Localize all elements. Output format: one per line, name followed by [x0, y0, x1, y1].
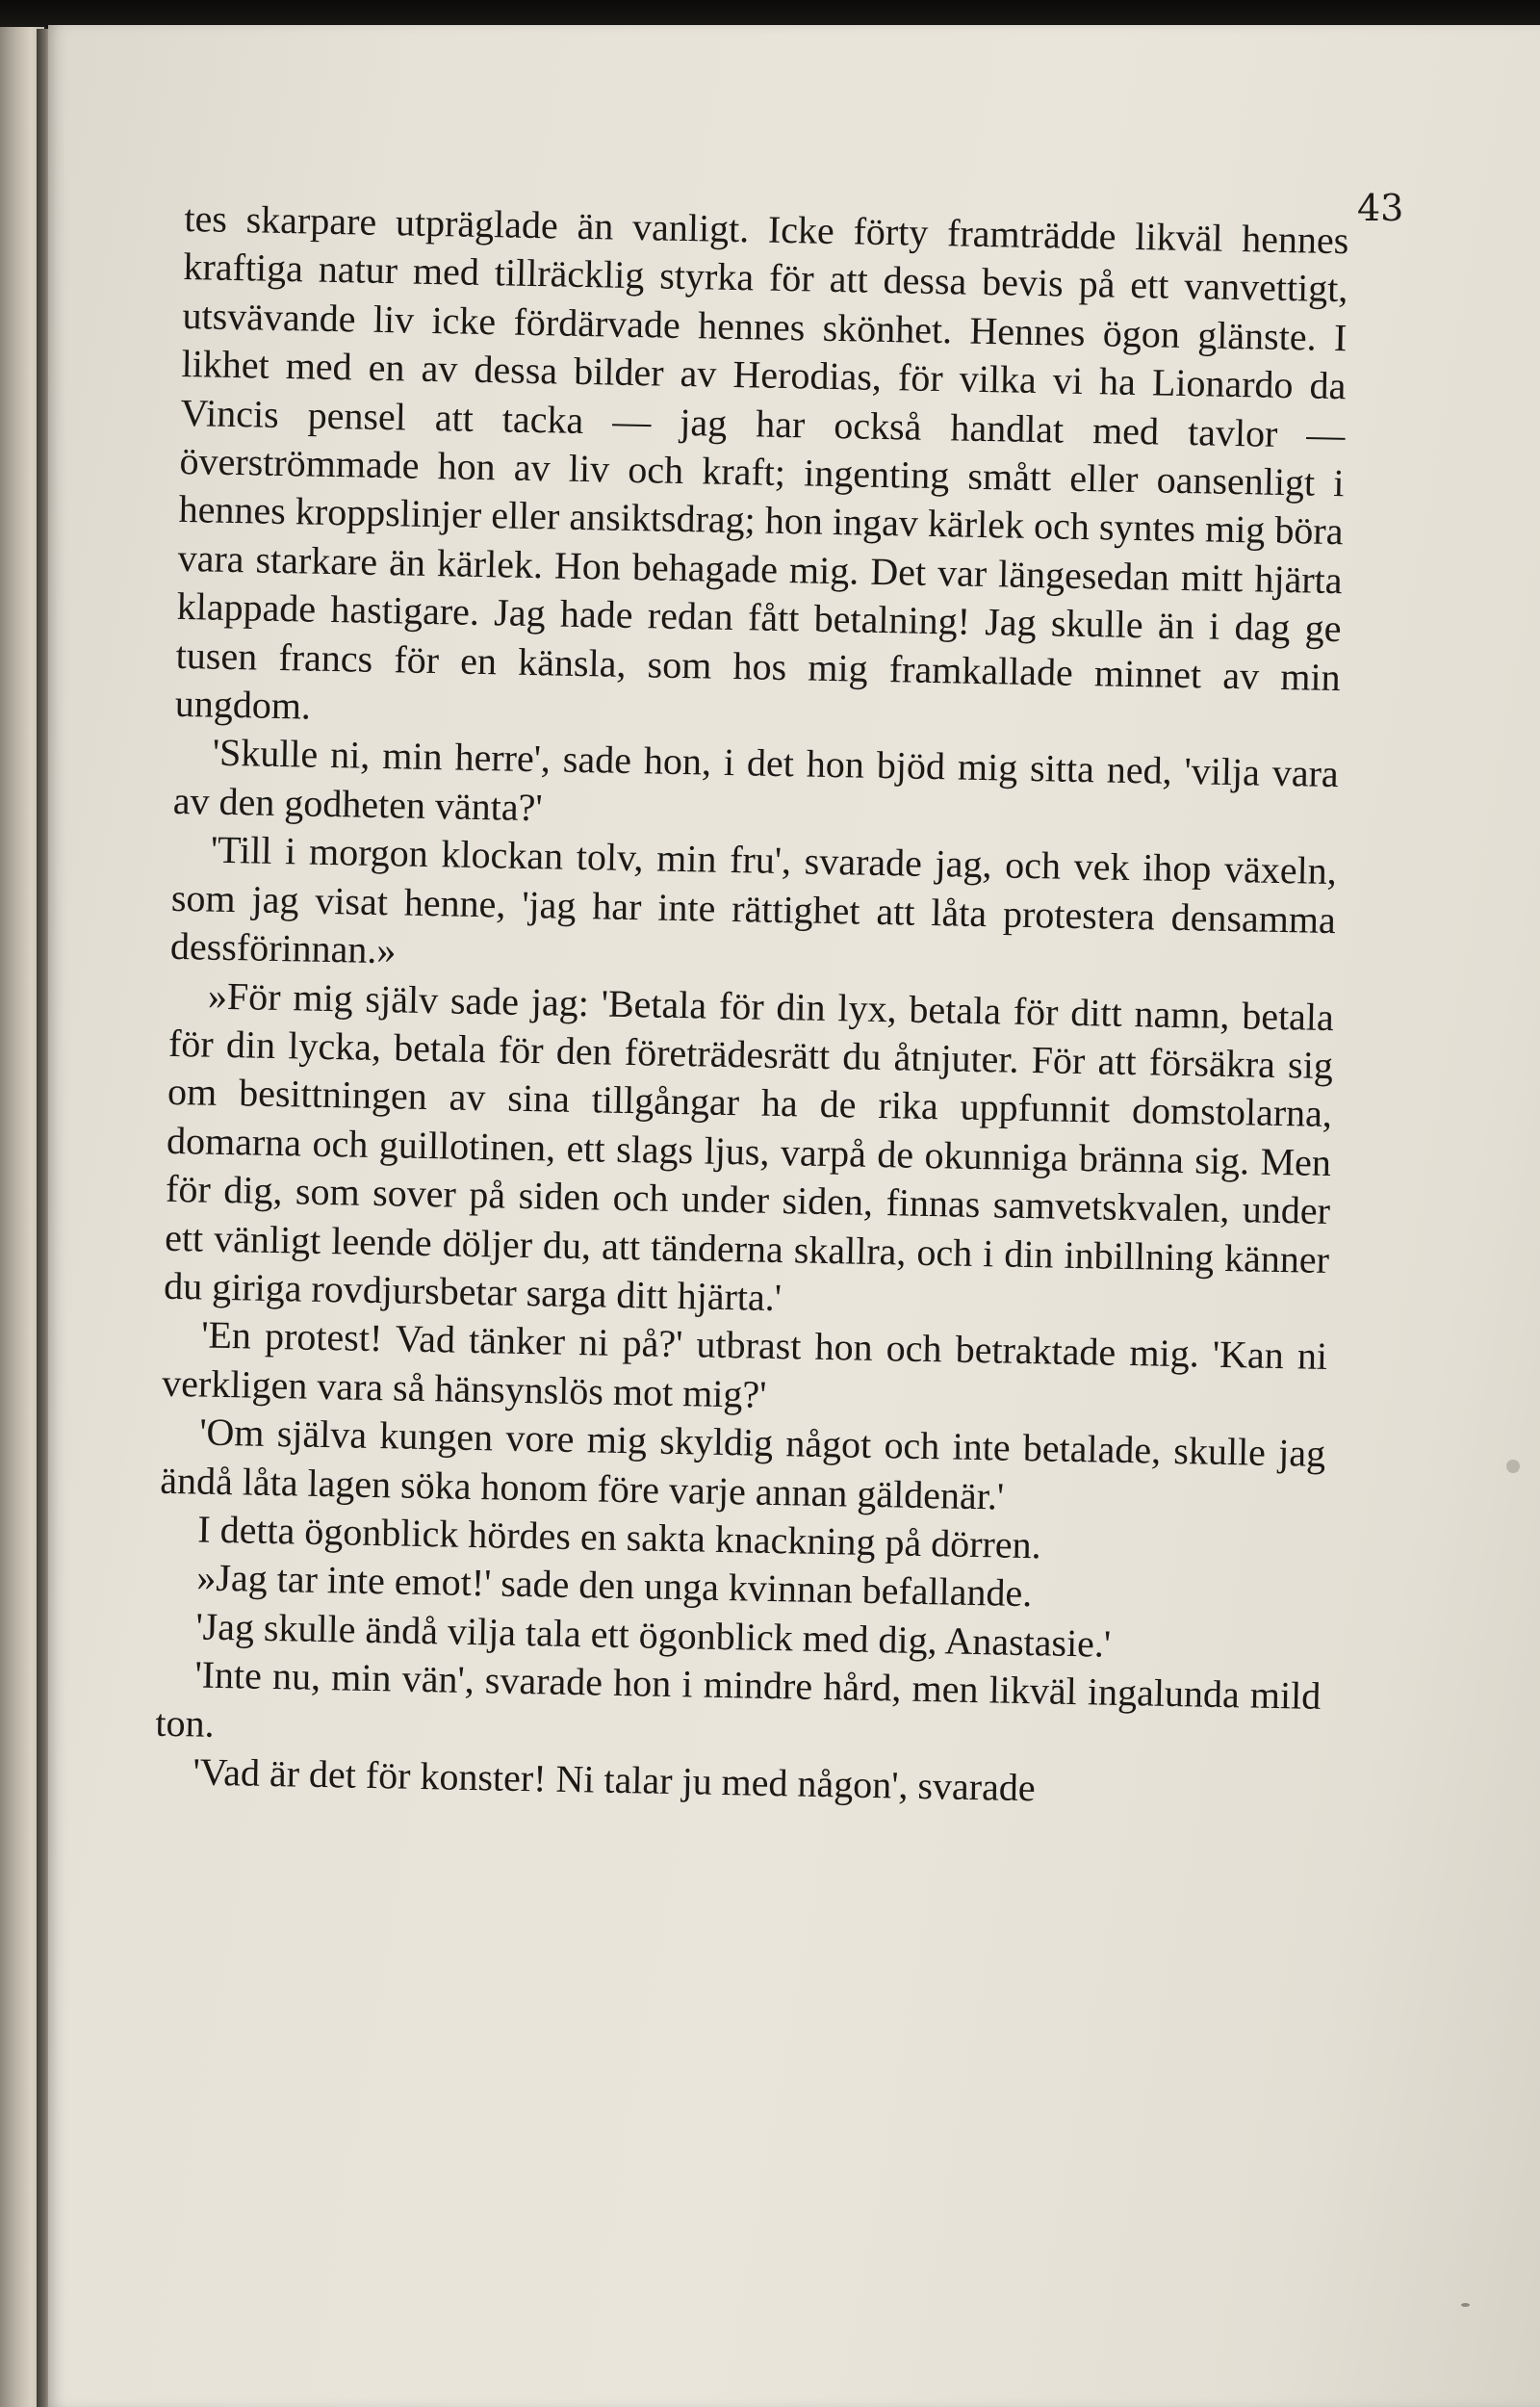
- paragraph: 'Vad är det för konster! Ni talar ju med någon', svarade: [192, 1749, 1037, 1810]
- paragraph: »För mig själv sade jag: 'Betala för din lyx, betala för ditt namn, betala för din lycka, betala för den företrädesrätt du åtnjuter. För att försäkra sig om besittningen av sina tillgångar ha de rika uppfunnit domstolarna, domarna och guillotinen, ett slags ljus, varpå de okunniga bränna sig. Men för dig, som sover på siden och under siden, finnas samvetskvalen, under ett vänligt leende döljer du, att tänderna skallra, och i din inbillning känner du giriga rovdjursbetar sarga ditt hjärta.': [163, 973, 1335, 1320]
- paper-speck: [1461, 2303, 1470, 2307]
- paragraph: 'Om själva kungen vore mig skyldig något och inte betalade, skulle jag ändå låta lagen söka honom före varje annan gäldenär.': [159, 1410, 1326, 1518]
- paragraph: 'Jag skulle ändå vilja tala ett ögonblick med dig, Anastasie.': [195, 1604, 1112, 1666]
- paragraph: 'Till i morgon klockan tolv, min fru', svarade jag, och vek ihop växeln, som jag visat henne, 'jag har inte rättighet att låta protestera densamma dessförinnan.»: [169, 827, 1338, 972]
- paper-speck: [1506, 1460, 1520, 1473]
- page-number: 43: [1357, 187, 1404, 229]
- paragraph: I detta ögonblick hördes en sakta knackning på dörren.: [196, 1507, 1042, 1567]
- body-text: [154, 194, 1349, 1818]
- paragraph: »Jag tar inte emot!' sade den unga kvinnan befallande.: [195, 1555, 1033, 1616]
- paragraph: 'Skulle ni, min herre', sade hon, i det hon bjöd mig sitta ned, 'vilja vara av den godheten vänta?': [172, 731, 1340, 830]
- paragraph: 'Inte nu, min vän', svarade hon i mindre hård, men likväl ingalunda mild ton.: [155, 1652, 1322, 1746]
- paragraph: 'En protest! Vad tänker ni på?' utbrast hon och betraktade mig. 'Kan ni verkligen vara så hänsynslös mot mig?': [161, 1312, 1328, 1416]
- paragraph: tes skarpare utpräglade än vanligt. Icke förty framträdde likväl hennes kraftiga natur med tillräcklig styrka för att dessa bevis på ett vanvettigt, utsvävande liv icke fördärvade hennes skönhet. Hennes ögon glänste. I likhet med en av dessa bilder av Herodias, för vilka vi ha Lionardo da Vincis pensel att tacka — jag har också handlat med tavlor — överströmmade hon av liv och kraft; ingenting smått eller oansenligt i hennes kroppslinjer eller ansiktsdrag; hon ingav kärlek och syntes mig böra vara starkare än kärlek. Hon behagade mig. Det var längesedan mitt hjärta klappade hastigare. Jag hade redan fått betalning! Jag skulle än i dag ge tusen francs för en känsla, som hos mig framkallade minnet av min ungdom.: [174, 195, 1349, 728]
